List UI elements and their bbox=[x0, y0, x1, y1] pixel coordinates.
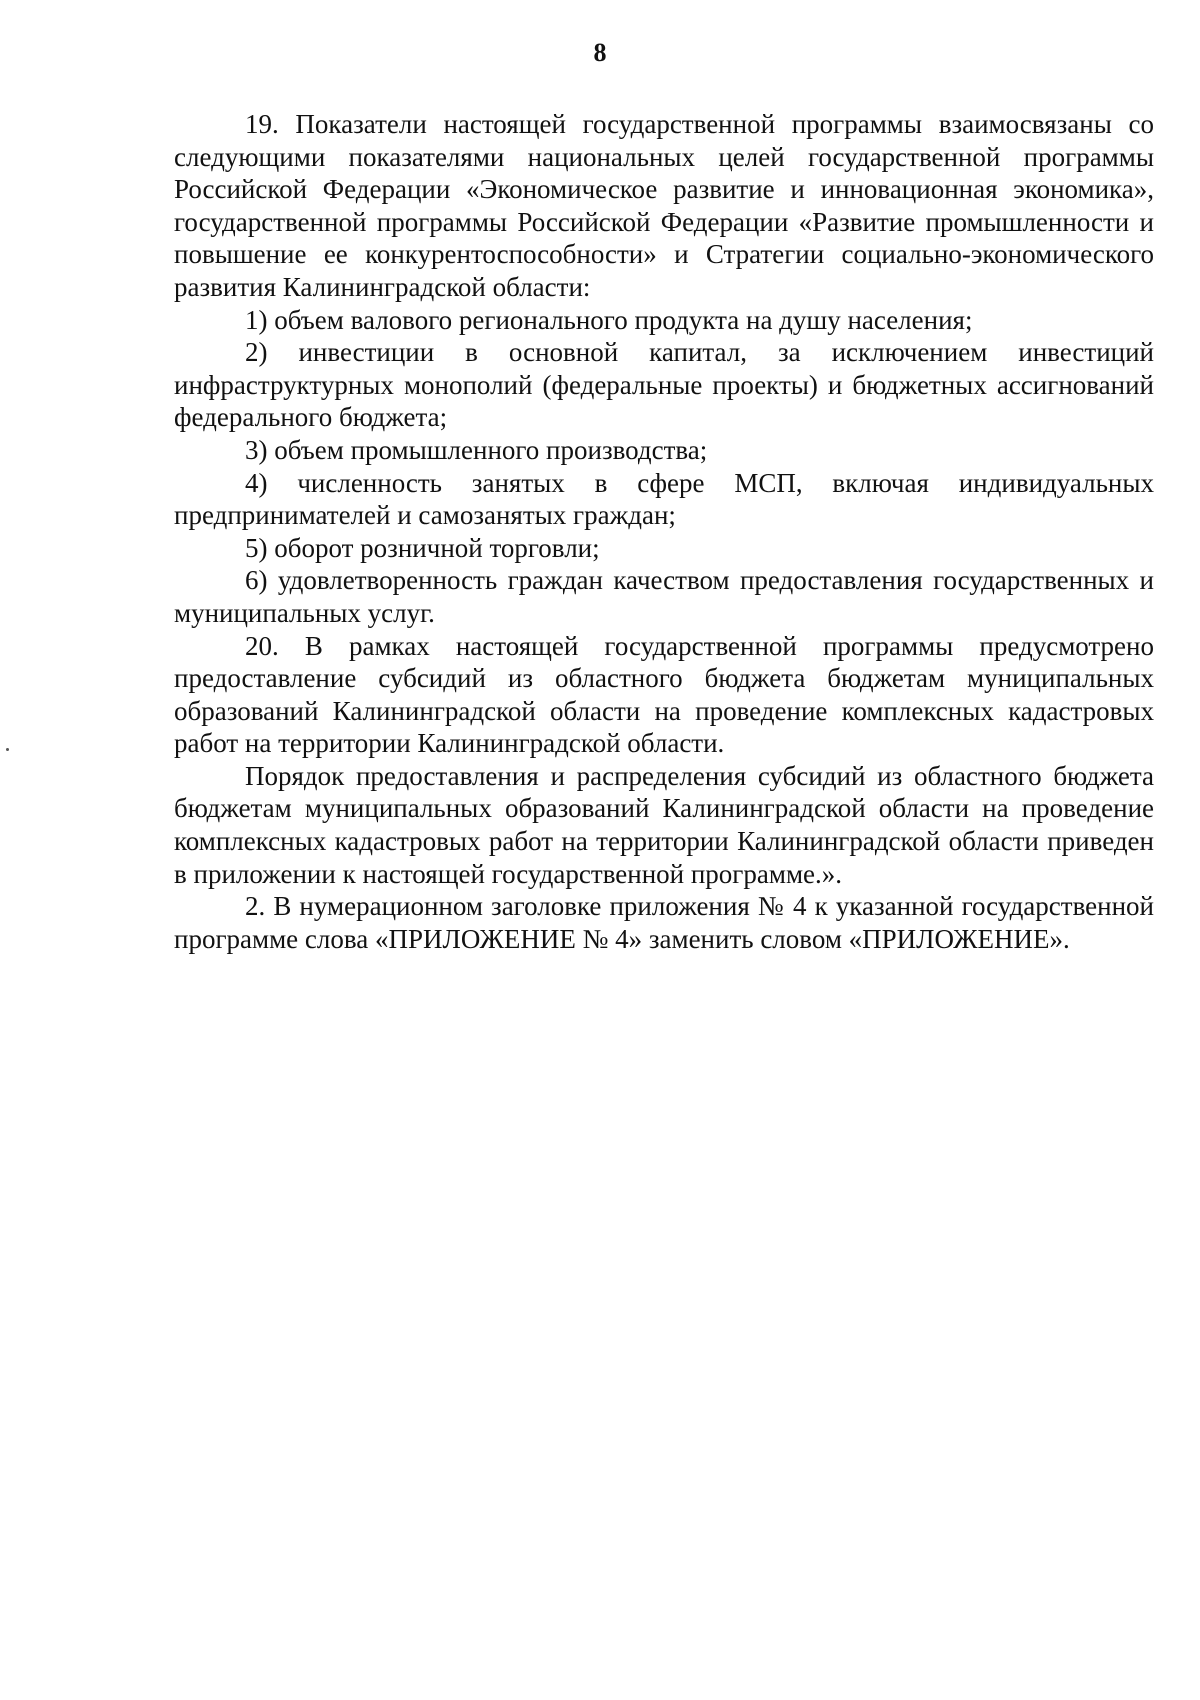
list-item-1: 1) объем валового регионального продукта на душу населения; bbox=[245, 304, 973, 335]
paragraph-item-19: 19. Показатели настоящей государственной программы взаимосвязаны со следующими показателями национальных целей государственной программы Российской Федерации «Экономическое развитие и инновационная экономика», государственной программы Российской Федерации «Развитие промышленности и повышение ее конкурентоспособности» и Стратегии социально-экономического развития Калининградской области: bbox=[174, 109, 1154, 302]
paragraph-subsidy-procedure: Порядок предоставления и распределения субсидий из областного бюджета бюджетам муниципальных образований Калининградской области на проведение комплексных кадастровых работ на территории Калининградской области приведен в приложении к настоящей государственной программе.». bbox=[174, 760, 1154, 889]
list-item-3: 3) объем промышленного производства; bbox=[245, 434, 708, 465]
page-number: 8 bbox=[593, 38, 607, 67]
list-item-2: 2) инвестиции в основной капитал, за исключением инвестиций инфраструктурных монополий (федеральные проекты) и бюджетных ассигнований федерального бюджета; bbox=[174, 337, 1154, 433]
list-item-5: 5) оборот розничной торговли; bbox=[245, 532, 600, 563]
document-body bbox=[174, 108, 1154, 955]
list-item-6: 6) удовлетворенность граждан качеством предоставления государственных и муниципальных услуг. bbox=[174, 565, 1154, 628]
list-item-4: 4) численность занятых в сфере МСП, включая индивидуальных предпринимателей и самозанятых граждан; bbox=[174, 467, 1154, 531]
margin-mark bbox=[6, 748, 9, 751]
paragraph-item-20: 20. В рамках настоящей государственной программы предусмотрено предоставление субсидий из областного бюджета бюджетам муниципальных образований Калининградской области на проведение комплексных кадастровых работ на территории Калининградской области. bbox=[174, 630, 1154, 759]
paragraph-amendment-2: 2. В нумерационном заголовке приложения № 4 к указанной государственной программе слова «ПРИЛОЖЕНИЕ № 4» заменить словом «ПРИЛОЖЕНИЕ». bbox=[174, 891, 1154, 954]
